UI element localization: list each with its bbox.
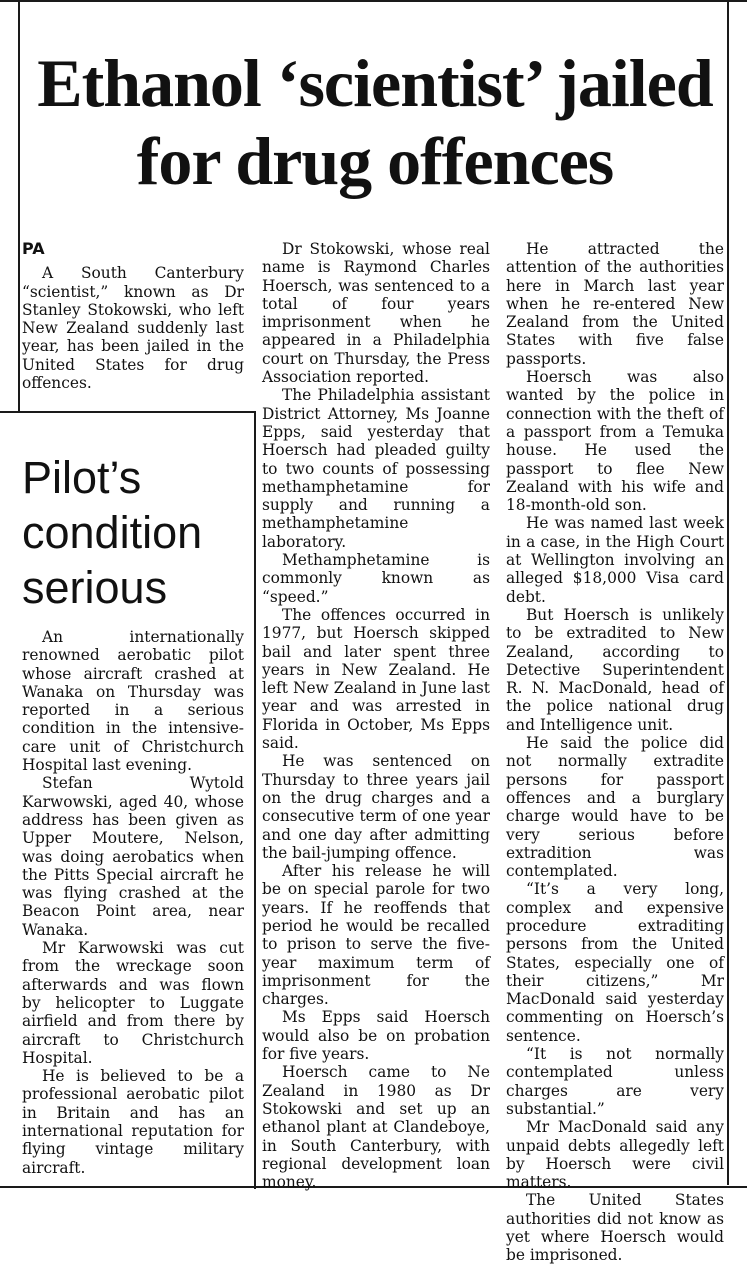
headline-line-2: for drug offences: [136, 123, 614, 199]
headline-line-1: Ethanol ‘scientist’ jailed: [37, 45, 713, 121]
article-paragraph: Hoersch was also wanted by the police in connection with the theft of a passport from a Temuka house. He used the passport to flee New Zealand with his wife and 18-month-old son.: [506, 368, 724, 515]
article-column-1: [22, 240, 244, 392]
article-paragraph: After his release he will be on special parole for two years. If he reoffends that period he would be recalled to prison to serve the five-year maximum term of imprisonment for the charges.: [262, 862, 490, 1009]
byline: PA: [22, 239, 45, 258]
sidebar-article-body: [22, 628, 244, 1177]
article-paragraph: The offences occurred in 1977, but Hoersch skipped bail and later spent three years in New Zealand. He left New Zealand in June last year and was arrested in Florida in October, Ms Epps said.: [262, 605, 490, 753]
article-paragraph: Methamphetamine is commonly known as “speed.”: [262, 551, 490, 606]
sidebar-paragraph: He is believed to be a professional aerobatic pilot in Britain and has an international reputation for flying vintage military aircraft.: [22, 1067, 244, 1177]
article-paragraph: A South Canterbury “scientist,” known as Dr Stanley Stokowski, who left New Zealand suddenly last year, has been jailed in the United States for drug offences.: [22, 264, 244, 393]
article-paragraph: Dr Stokowski, whose real name is Raymond Charles Hoersch, was sentenced to a total of four years imprisonment when he appeared in a Philadelphia court on Thursday, the Press Association reported.: [262, 240, 490, 387]
article-paragraph: The United States authorities did not know as yet where Hoersch would be imprisoned.: [506, 1191, 724, 1265]
article-column-2: [262, 240, 490, 1191]
article-paragraph: Hoersch came to Ne Zealand in 1980 as Dr Stokowski and set up an ethanol plant at Clandeboye, in South Canterbury, with regional development loan money.: [262, 1063, 490, 1192]
article-paragraph: He was sentenced on Thursday to three years jail on the drug charges and a consecutive term of one year and one day after admitting the bail-jumping offence.: [262, 752, 490, 862]
headline: [20, 44, 730, 200]
article-paragraph: “It is not normally contemplated unless charges are very substantial.”: [506, 1045, 724, 1118]
article-paragraph: Mr MacDonald said any unpaid debts allegedly left by Hoersch were civil matters.: [506, 1118, 724, 1192]
article-paragraph: But Hoersch is unlikely to be extradited to New Zealand, according to Detective Superintendent R. N. MacDonald, head of the police national drug and Intelligence unit.: [506, 605, 724, 734]
article-paragraph: Ms Epps said Hoersch would also be on probation for five years.: [262, 1008, 490, 1064]
top-rule: [0, 0, 747, 2]
sidebar-headline-line: Pilot’s: [22, 452, 142, 503]
sidebar-paragraph: Mr Karwowski was cut from the wreckage soon afterwards and was flown by helicopter to Luggate airfield and from there by aircraft to Christchurch Hospital.: [22, 939, 244, 1067]
sidebar-paragraph: An internationally renowned aerobatic pilot whose aircraft crashed at Wanaka on Thursday was reported in a serious condition in the intensive-care unit of Christchurch Hospital last evening.: [22, 628, 244, 775]
sidebar-top-rule: [0, 411, 256, 413]
sidebar-headline-line: condition: [22, 507, 203, 558]
sidebar-headline-line: serious: [22, 562, 168, 613]
article-paragraph: He attracted the attention of the authorities here in March last year when he re-entered New Zealand from the United States with five false passports.: [506, 240, 724, 368]
sidebar-headline: [22, 450, 242, 615]
article-paragraph: He said the police did not normally extradite persons for passport offences and a burglary charge would have to be very serious before extradition was contemplated.: [506, 734, 724, 881]
article-paragraph: The Philadelphia assistant District Attorney, Ms Joanne Epps, said yesterday that Hoersch had pleaded guilty to two counts of possessing methamphetamine for supply and running a methamphetamine laboratory.: [262, 386, 490, 551]
article-column-3: [506, 240, 724, 1265]
article-paragraph: He was named last week in a case, in the High Court at Wellington involving an alleged $18,000 Visa card debt.: [506, 514, 724, 606]
sidebar-paragraph: Stefan Wytold Karwowski, aged 40, whose address has been given as Upper Moutere, Nelson, was doing aerobatics when the Pitts Special aircraft he was flying crashed at the Beacon Point area, near Wanaka.: [22, 774, 244, 939]
sidebar-right-rule: [254, 411, 256, 1189]
article-paragraph: “It’s a very long, complex and expensive procedure extraditing persons from the United States, especially one of their citizens,” Mr MacDonald said yesterday commenting on Hoersch’s sentence.: [506, 880, 724, 1045]
